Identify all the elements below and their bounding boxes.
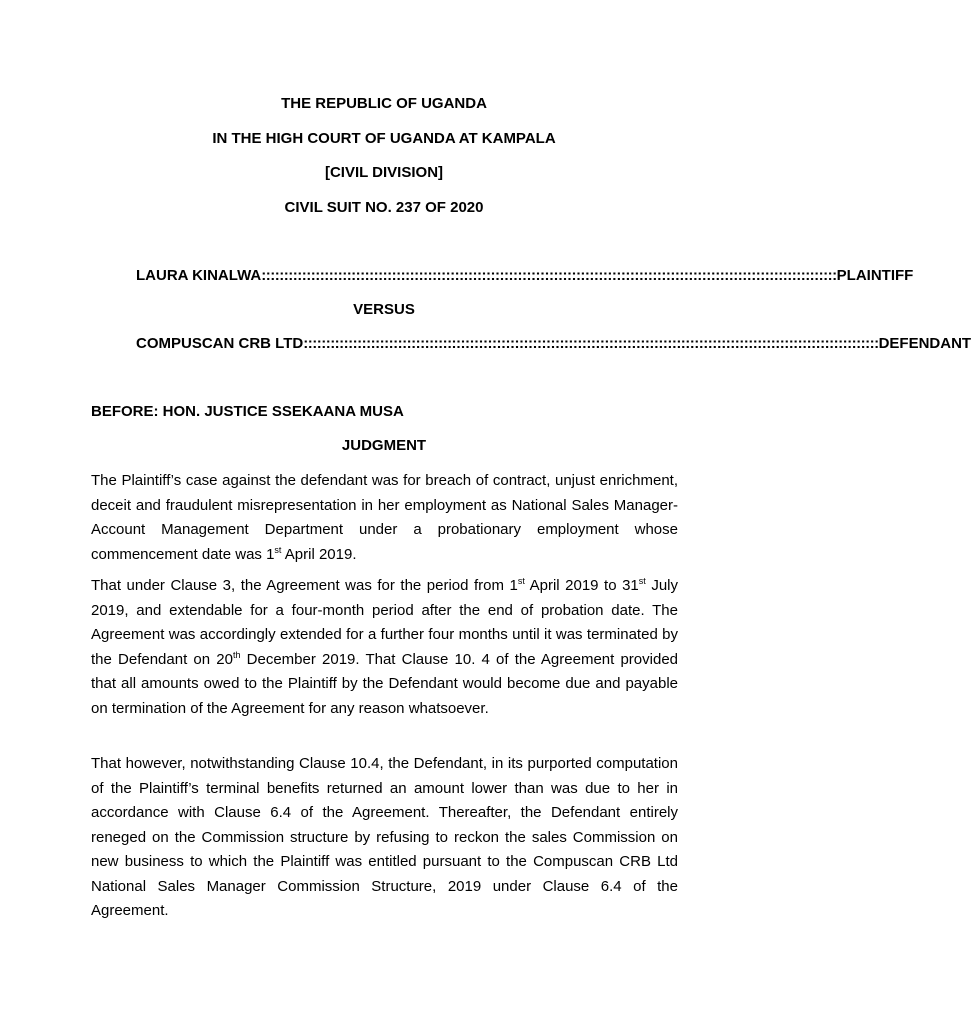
suit-number-heading: CIVIL SUIT NO. 237 OF 2020 — [284, 199, 484, 216]
versus-label: VERSUS — [353, 301, 415, 318]
plaintiff-name: LAURA KINALWA — [136, 267, 262, 284]
division-heading: [CIVIL DIVISION] — [324, 164, 444, 181]
plaintiff-separator: :::::::::::::::::::::::::::::::::::::::::::::::::::::::::::::::::::::::::::::::::::::::::::::::::::::::::::::::::::::::::::::::: — [261, 267, 837, 284]
defendant-line — [136, 334, 971, 354]
republic-heading: THE REPUBLIC OF UGANDA — [281, 95, 487, 112]
before-judge-line: BEFORE: HON. JUSTICE SSEKAANA MUSA — [91, 403, 404, 420]
plaintiff-role: PLAINTIFF — [836, 267, 914, 284]
court-heading: IN THE HIGH COURT OF UGANDA AT KAMPALA — [212, 130, 556, 147]
paragraph-2: That under Clause 3, the Agreement was for the period from 1st April 2019 to 31st July 2019, and extendable for a four-month period after the end of probation date. The Agreement was accordingly extended for a further four months until it was terminated by the Defendant on 20th December 2019. That Clause 10. 4 of the Agreement provided that all amounts owed to the Plaintiff by the Defendant would become due and payable on termination of the Agreement for any reason whatsoever. — [91, 576, 679, 717]
defendant-separator: :::::::::::::::::::::::::::::::::::::::::::::::::::::::::::::::::::::::::::::::::::::::::::::::::::::::::::::::::::::::::::::::: — [303, 335, 879, 352]
judgment-heading: JUDGMENT — [341, 437, 427, 454]
defendant-role: DEFENDANT — [878, 335, 971, 352]
paragraph-1: The Plaintiff’s case against the defendant was for breach of contract, unjust enrichment, deceit and fraudulent misrepresentation in her employment as National Sales Manager-Account Management Department under a probationary employment whose commencement date was 1st April 2019. — [91, 472, 678, 563]
paragraph-3: That however, notwithstanding Clause 10.4, the Defendant, in its purported computation of the Plaintiff’s terminal benefits returned an amount lower than was due to her in accordance with Clause 6.4 of the Agreement. Thereafter, the Defendant entirely reneged on the Commission structure by refusing to reckon the sales Commission on new business to which the Plaintiff was entitled pursuant to the Compuscan CRB Ltd National Sales Manager Commission Structure, 2019 under Clause 6.4 of the Agreement. — [91, 755, 678, 919]
plaintiff-line — [136, 266, 914, 286]
defendant-name: COMPUSCAN CRB LTD — [136, 335, 304, 352]
